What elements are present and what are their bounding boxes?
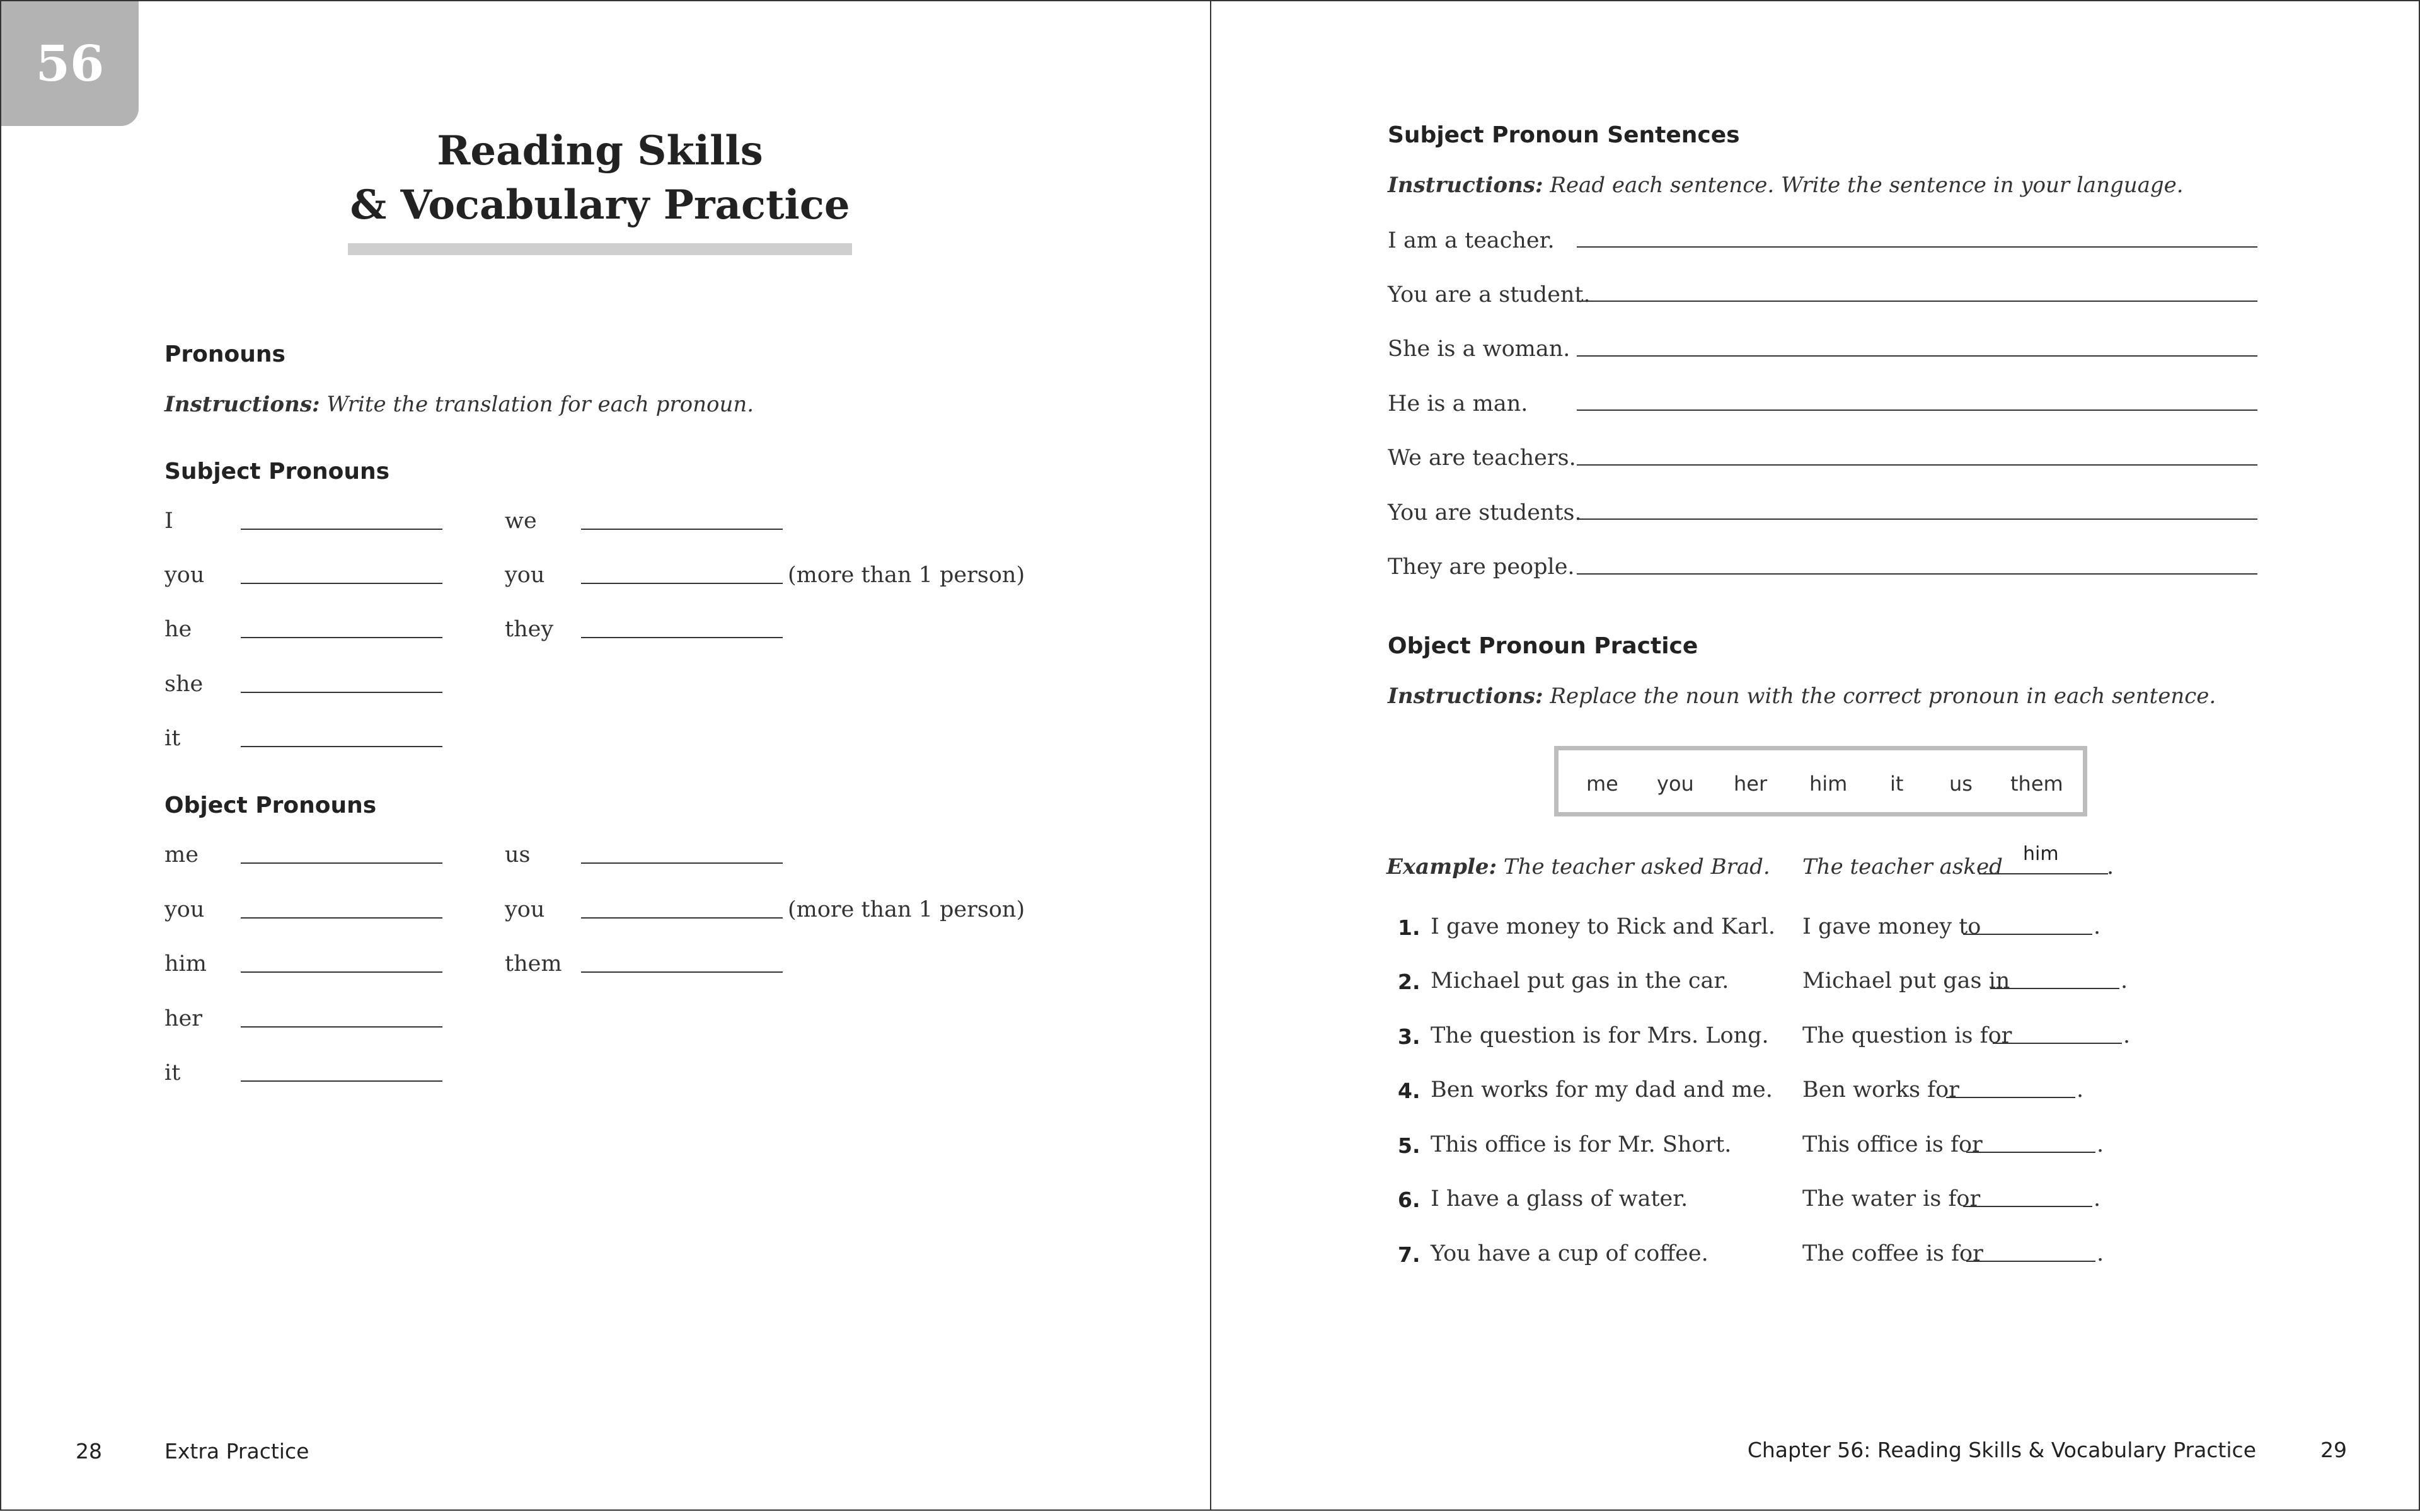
object-pronoun-label: them: [505, 951, 562, 976]
example-text: The teacher asked Brad.: [1497, 854, 1770, 879]
pronouns-instructions: [164, 392, 754, 417]
object-pronoun-label: you: [505, 897, 545, 922]
translation-blank[interactable]: [241, 971, 442, 973]
item-answer-blank[interactable]: [1966, 1261, 2095, 1262]
object-pronoun-label: me: [164, 842, 199, 868]
period: .: [2097, 1132, 2104, 1157]
sentence-blank[interactable]: [1577, 518, 2257, 520]
subject-pronoun-label: it: [164, 726, 181, 751]
word-bank-item: me: [1586, 772, 1618, 796]
title-underline-bar: [348, 243, 852, 255]
subject-pronoun-label: you: [164, 563, 205, 588]
translation-blank[interactable]: [241, 637, 442, 638]
item-answer-blank[interactable]: [1966, 1152, 2095, 1153]
chapter-number-badge: 56: [1, 1, 139, 126]
item-answer-prefix: I gave money to: [1802, 914, 1981, 939]
period: .: [2107, 854, 2114, 879]
word-bank-item: it: [1890, 772, 1904, 796]
page-title: [348, 124, 852, 232]
item-number: 7.: [1398, 1242, 1420, 1267]
sentence-text: You are a student.: [1388, 282, 1591, 307]
translation-blank[interactable]: [241, 862, 442, 864]
pronouns-heading: Pronouns: [164, 341, 285, 367]
item-answer-blank[interactable]: [1963, 934, 2092, 935]
sentence-blank[interactable]: [1577, 355, 2257, 357]
period: .: [2123, 1023, 2131, 1048]
item-number: 6.: [1398, 1188, 1420, 1212]
item-sentence: This office is for Mr. Short.: [1431, 1132, 1732, 1157]
instructions-text: Read each sentence. Write the sentence in your language.: [1543, 173, 2184, 198]
object-pronouns-heading: Object Pronouns: [164, 793, 377, 818]
page-title-line-2: & Vocabulary Practice: [350, 181, 850, 229]
sentence-blank[interactable]: [1577, 301, 2257, 302]
sentence-text: We are teachers.: [1388, 445, 1576, 471]
period: .: [2077, 1077, 2084, 1102]
instructions-label: Instructions:: [164, 392, 320, 417]
word-bank-item: them: [2010, 772, 2063, 796]
instructions-text: Replace the noun with the correct pronoun in each sentence.: [1543, 684, 2216, 709]
translation-blank[interactable]: [581, 637, 783, 638]
item-answer-blank[interactable]: [1990, 988, 2119, 989]
translation-blank[interactable]: [241, 529, 442, 530]
item-number: 1.: [1398, 915, 1420, 940]
subject-pronoun-label: I: [164, 508, 173, 534]
item-number: 5.: [1398, 1133, 1420, 1158]
item-number: 2.: [1398, 970, 1420, 994]
item-sentence: I gave money to Rick and Karl.: [1431, 914, 1775, 939]
sentence-blank[interactable]: [1577, 246, 2257, 248]
subject-sentences-instructions: [1388, 173, 2184, 198]
example-answer-blank: [1979, 873, 2108, 874]
example-handwritten-answer: him: [2023, 843, 2059, 865]
sentence-blank[interactable]: [1577, 464, 2257, 466]
example-sentence: [1386, 854, 1770, 879]
footer-chapter-title: Chapter 56: Reading Skills & Vocabulary Practice: [1747, 1438, 2256, 1462]
object-pronoun-label: us: [505, 842, 531, 868]
word-bank-item: him: [1809, 772, 1848, 796]
item-sentence: I have a glass of water.: [1431, 1186, 1688, 1211]
period: .: [2121, 968, 2128, 994]
sentence-blank[interactable]: [1577, 573, 2257, 575]
item-answer-prefix: Ben works for: [1802, 1077, 1959, 1102]
item-sentence: The question is for Mrs. Long.: [1431, 1023, 1769, 1048]
translation-blank[interactable]: [241, 917, 442, 919]
item-number: 3.: [1398, 1024, 1420, 1049]
period: .: [2094, 914, 2101, 939]
sentence-blank[interactable]: [1577, 410, 2257, 411]
period: .: [2094, 1186, 2101, 1211]
word-bank-item: us: [1949, 772, 1973, 796]
translation-blank[interactable]: [581, 583, 783, 584]
item-answer-prefix: This office is for: [1802, 1132, 1983, 1157]
item-answer-prefix: The question is for: [1802, 1023, 2012, 1048]
word-bank-item: you: [1657, 772, 1694, 796]
footer-page-number: 28: [76, 1439, 102, 1463]
object-practice-heading: Object Pronoun Practice: [1388, 633, 1698, 659]
subject-pronoun-label: you: [505, 563, 545, 588]
item-sentence: Michael put gas in the car.: [1431, 968, 1729, 994]
footer-page-number: 29: [2320, 1438, 2347, 1462]
example-label: Example:: [1386, 854, 1497, 879]
translation-blank[interactable]: [241, 1080, 442, 1082]
item-answer-blank[interactable]: [1946, 1097, 2075, 1098]
sentence-text: I am a teacher.: [1388, 228, 1555, 253]
word-bank-box: [1554, 746, 2087, 816]
sentence-text: They are people.: [1388, 554, 1575, 580]
item-number: 4.: [1398, 1079, 1420, 1103]
object-practice-instructions: [1388, 684, 2216, 709]
translation-blank[interactable]: [581, 917, 783, 919]
page-title-line-1: Reading Skills: [437, 127, 763, 175]
example-answer-prefix: The teacher asked: [1802, 854, 2003, 879]
object-pronoun-label: her: [164, 1006, 202, 1031]
sentence-text: He is a man.: [1388, 391, 1528, 416]
item-sentence: You have a cup of coffee.: [1431, 1241, 1708, 1266]
period: .: [2097, 1241, 2104, 1266]
item-answer-prefix: The coffee is for: [1802, 1241, 1983, 1266]
subject-pronoun-label: he: [164, 617, 192, 642]
object-pronoun-label: him: [164, 951, 207, 976]
translation-blank[interactable]: [241, 692, 442, 693]
item-answer-prefix: The water is for: [1802, 1186, 1981, 1211]
object-pronoun-label: it: [164, 1060, 181, 1085]
subject-pronoun-label: they: [505, 617, 554, 642]
sentence-text: She is a woman.: [1388, 336, 1570, 362]
subject-pronoun-label: we: [505, 508, 537, 534]
word-bank-item: her: [1734, 772, 1768, 796]
translation-blank[interactable]: [241, 1026, 442, 1028]
item-answer-prefix: Michael put gas in: [1802, 968, 2010, 994]
instructions-label: Instructions:: [1388, 173, 1543, 198]
subject-pronouns-heading: Subject Pronouns: [164, 459, 390, 484]
subject-sentences-heading: Subject Pronoun Sentences: [1388, 122, 1740, 148]
object-pronoun-label: you: [164, 897, 205, 922]
translation-blank[interactable]: [581, 971, 783, 973]
plural-note: (more than 1 person): [788, 563, 1025, 588]
translation-blank[interactable]: [581, 529, 783, 530]
footer-section-title: Extra Practice: [164, 1439, 309, 1463]
plural-note: (more than 1 person): [788, 897, 1025, 922]
subject-pronoun-label: she: [164, 672, 204, 697]
item-sentence: Ben works for my dad and me.: [1431, 1077, 1773, 1102]
instructions-text: Write the translation for each pronoun.: [320, 392, 754, 417]
translation-blank[interactable]: [581, 862, 783, 864]
sentence-text: You are students.: [1388, 500, 1582, 525]
translation-blank[interactable]: [241, 583, 442, 584]
instructions-label: Instructions:: [1388, 684, 1543, 709]
item-answer-blank[interactable]: [1993, 1043, 2122, 1044]
item-answer-blank[interactable]: [1963, 1206, 2092, 1207]
translation-blank[interactable]: [241, 746, 442, 747]
